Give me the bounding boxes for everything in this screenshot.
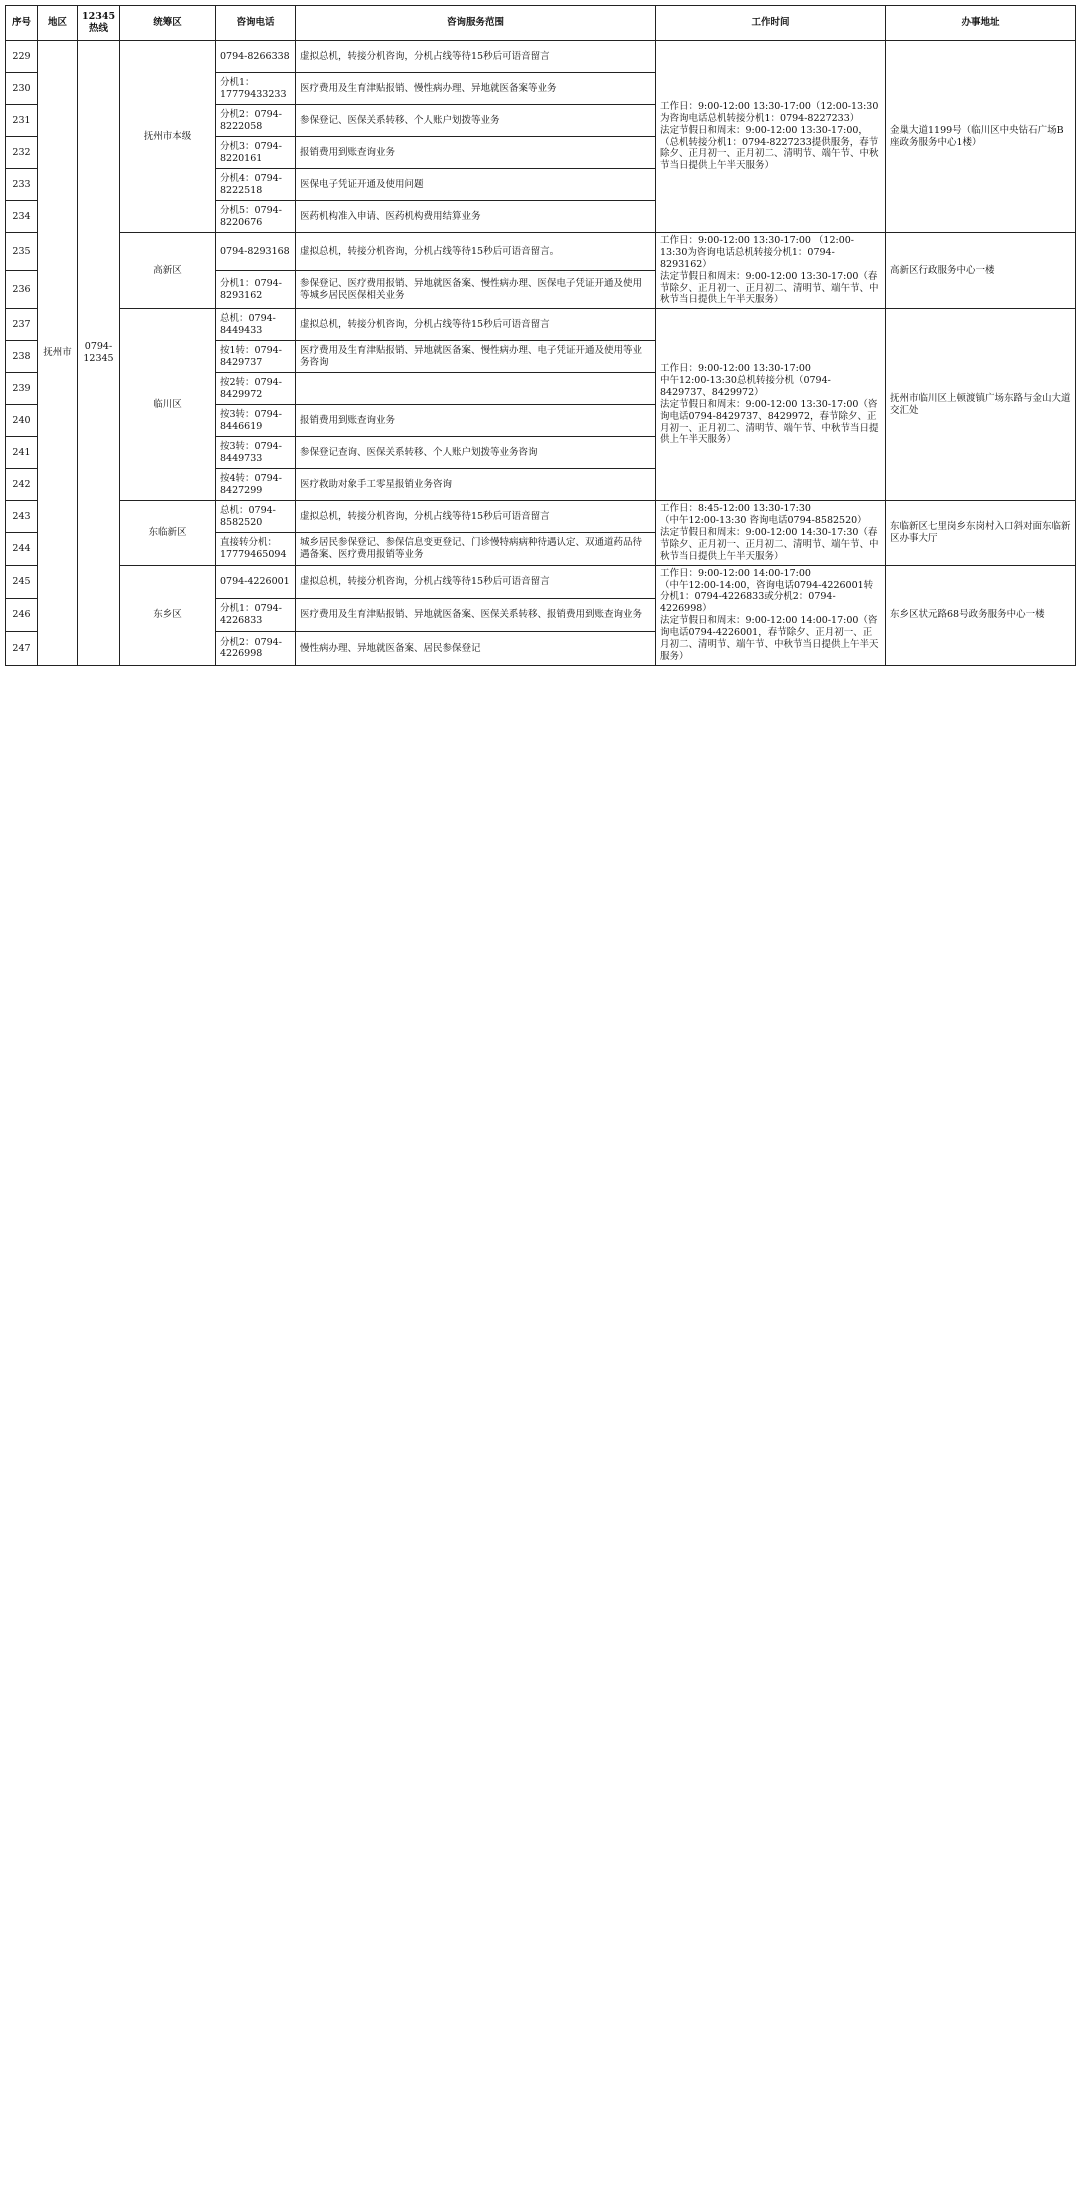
address-cell: 抚州市临川区上顿渡镇广场东路与金山大道交汇处 [886, 309, 1076, 501]
phone-cell: 分机5：0794-8220676 [216, 201, 296, 233]
phone-cell: 分机1：0794-4226833 [216, 598, 296, 631]
header-region: 地区 [38, 6, 78, 41]
seq-cell: 234 [6, 201, 38, 233]
scope-cell: 虚拟总机，转接分机咨询，分机占线等待15秒后可语音留言 [296, 41, 656, 73]
phone-cell: 直接转分机：17779465094 [216, 533, 296, 565]
phone-cell: 0794-8293168 [216, 233, 296, 271]
seq-cell: 236 [6, 271, 38, 309]
seq-cell: 233 [6, 169, 38, 201]
seq-cell: 247 [6, 632, 38, 665]
scope-cell: 医疗费用及生育津贴报销、异地就医备案、慢性病办理、电子凭证开通及使用等业务咨询 [296, 341, 656, 373]
seq-cell: 239 [6, 373, 38, 405]
hours-cell: 工作日：9:00-12:00 14:00-17:00 （中午12:00-14:00，咨询电话0794-4226001转分机1：0794-4226833或分机2：0794-4226998） 法定节假日和周末：9:00-12:00 14:00-17:00（咨询电话0794-4226001，春节除夕、正月初一、正月初二、清明节、端午节、中秋节当日提供上午半天服务） [656, 565, 886, 665]
county-cell: 高新区 [120, 233, 216, 309]
hours-cell: 工作日：9:00-12:00 13:30-17:00 （12:00-13:30为咨询电话总机转接分机1：0794-8293162） 法定节假日和周末：9:00-12:00 13:30-17:00（春节除夕、正月初一、正月初二、清明节、端午节、中秋节当日提供上午半天服务） [656, 233, 886, 309]
address-cell: 东临新区七里岗乡东岗村入口斜对面东临新区办事大厅 [886, 501, 1076, 565]
scope-cell: 城乡居民参保登记、参保信息变更登记、门诊慢特病病种待遇认定、双通道药品待遇备案、医疗费用报销等业务 [296, 533, 656, 565]
phone-cell: 分机1：0794-8293162 [216, 271, 296, 309]
phone-cell: 按1转：0794-8429737 [216, 341, 296, 373]
phone-cell: 0794-8266338 [216, 41, 296, 73]
address-cell: 高新区行政服务中心一楼 [886, 233, 1076, 309]
seq-cell: 245 [6, 565, 38, 598]
phone-cell: 分机1：17779433233 [216, 73, 296, 105]
scope-cell: 虚拟总机，转接分机咨询，分机占线等待15秒后可语音留言 [296, 309, 656, 341]
scope-cell: 报销费用到账查询业务 [296, 405, 656, 437]
phone-cell: 总机：0794-8449433 [216, 309, 296, 341]
phone-cell: 按3转：0794-8446619 [216, 405, 296, 437]
hours-cell: 工作日：8:45-12:00 13:30-17:30 （中午12:00-13:30 咨询电话0794-8582520） 法定节假日和周末：9:00-12:00 14:30-17:30（春节除夕、正月初一、正月初二、清明节、端午节、中秋节当日提供上午半天服务） [656, 501, 886, 565]
seq-cell: 237 [6, 309, 38, 341]
phone-cell: 分机2：0794-8222058 [216, 105, 296, 137]
scope-cell: 医疗救助对象手工零星报销业务咨询 [296, 469, 656, 501]
county-cell: 抚州市本级 [120, 41, 216, 233]
scope-cell: 医保电子凭证开通及使用问题 [296, 169, 656, 201]
header-phone: 咨询电话 [216, 6, 296, 41]
scope-cell: 医疗费用及生育津贴报销、慢性病办理、异地就医备案等业务 [296, 73, 656, 105]
table-row [6, 233, 1076, 271]
scope-cell: 报销费用到账查询业务 [296, 137, 656, 169]
table-row [6, 41, 1076, 73]
scope-cell: 医疗费用及生育津贴报销、异地就医备案、医保关系转移、报销费用到账查询业务 [296, 598, 656, 631]
seq-cell: 246 [6, 598, 38, 631]
phone-cell: 按2转：0794-8429972 [216, 373, 296, 405]
header-hours: 工作时间 [656, 6, 886, 41]
header-row [6, 6, 1076, 41]
seq-cell: 229 [6, 41, 38, 73]
header-county: 统筹区 [120, 6, 216, 41]
table-row [6, 309, 1076, 341]
scope-cell: 虚拟总机，转接分机咨询，分机占线等待15秒后可语音留言 [296, 565, 656, 598]
seq-cell: 240 [6, 405, 38, 437]
header-address: 办事地址 [886, 6, 1076, 41]
county-cell: 东乡区 [120, 565, 216, 665]
seq-cell: 235 [6, 233, 38, 271]
scope-cell: 参保登记、医保关系转移、个人账户划拨等业务 [296, 105, 656, 137]
hotline-cell: 0794-12345 [78, 41, 120, 666]
table-row [6, 501, 1076, 533]
seq-cell: 242 [6, 469, 38, 501]
service-table [5, 5, 1076, 666]
header-scope: 咨询服务范围 [296, 6, 656, 41]
scope-cell: 慢性病办理、异地就医备案、居民参保登记 [296, 632, 656, 665]
table-row [6, 565, 1076, 598]
seq-cell: 244 [6, 533, 38, 565]
phone-cell: 按4转：0794-8427299 [216, 469, 296, 501]
header-hotline: 12345热线 [78, 6, 120, 41]
address-cell: 金巢大道1199号（临川区中央钻石广场B座政务服务中心1楼） [886, 41, 1076, 233]
scope-cell: 医药机构准入申请、医药机构费用结算业务 [296, 201, 656, 233]
seq-cell: 231 [6, 105, 38, 137]
region-cell: 抚州市 [38, 41, 78, 666]
seq-cell: 238 [6, 341, 38, 373]
scope-cell: 参保登记查询、医保关系转移、个人账户划拨等业务咨询 [296, 437, 656, 469]
scope-cell: 虚拟总机，转接分机咨询，分机占线等待15秒后可语音留言。 [296, 233, 656, 271]
phone-cell: 分机3：0794-8220161 [216, 137, 296, 169]
header-seq: 序号 [6, 6, 38, 41]
scope-cell: 虚拟总机，转接分机咨询，分机占线等待15秒后可语音留言 [296, 501, 656, 533]
phone-cell: 分机4：0794-8222518 [216, 169, 296, 201]
county-cell: 临川区 [120, 309, 216, 501]
phone-cell: 总机：0794-8582520 [216, 501, 296, 533]
seq-cell: 230 [6, 73, 38, 105]
scope-cell [296, 373, 656, 405]
phone-cell: 分机2：0794-4226998 [216, 632, 296, 665]
seq-cell: 232 [6, 137, 38, 169]
seq-cell: 243 [6, 501, 38, 533]
scope-cell: 参保登记、医疗费用报销、异地就医备案、慢性病办理、医保电子凭证开通及使用等城乡居民医保相关业务 [296, 271, 656, 309]
hours-cell: 工作日：9:00-12:00 13:30-17:00 中午12:00-13:30总机转接分机（0794-8429737、8429972） 法定节假日和周末：9:00-12:00 13:30-17:00（咨询电话0794-8429737、8429972，春节除夕、正月初一、正月初二、清明节、端午节、中秋节当日提供上午半天服务） [656, 309, 886, 501]
seq-cell: 241 [6, 437, 38, 469]
phone-cell: 0794-4226001 [216, 565, 296, 598]
hours-cell: 工作日：9:00-12:00 13:30-17:00（12:00-13:30为咨询电话总机转接分机1：0794-8227233） 法定节假日和周末：9:00-12:00 13:30-17:00，（总机转接分机1：0794-8227233提供服务，春节除夕、正月初一、正月初二、清明节、端午节、中秋节当日提供上午半天服务） [656, 41, 886, 233]
phone-cell: 按3转：0794-8449733 [216, 437, 296, 469]
county-cell: 东临新区 [120, 501, 216, 565]
address-cell: 东乡区状元路68号政务服务中心一楼 [886, 565, 1076, 665]
